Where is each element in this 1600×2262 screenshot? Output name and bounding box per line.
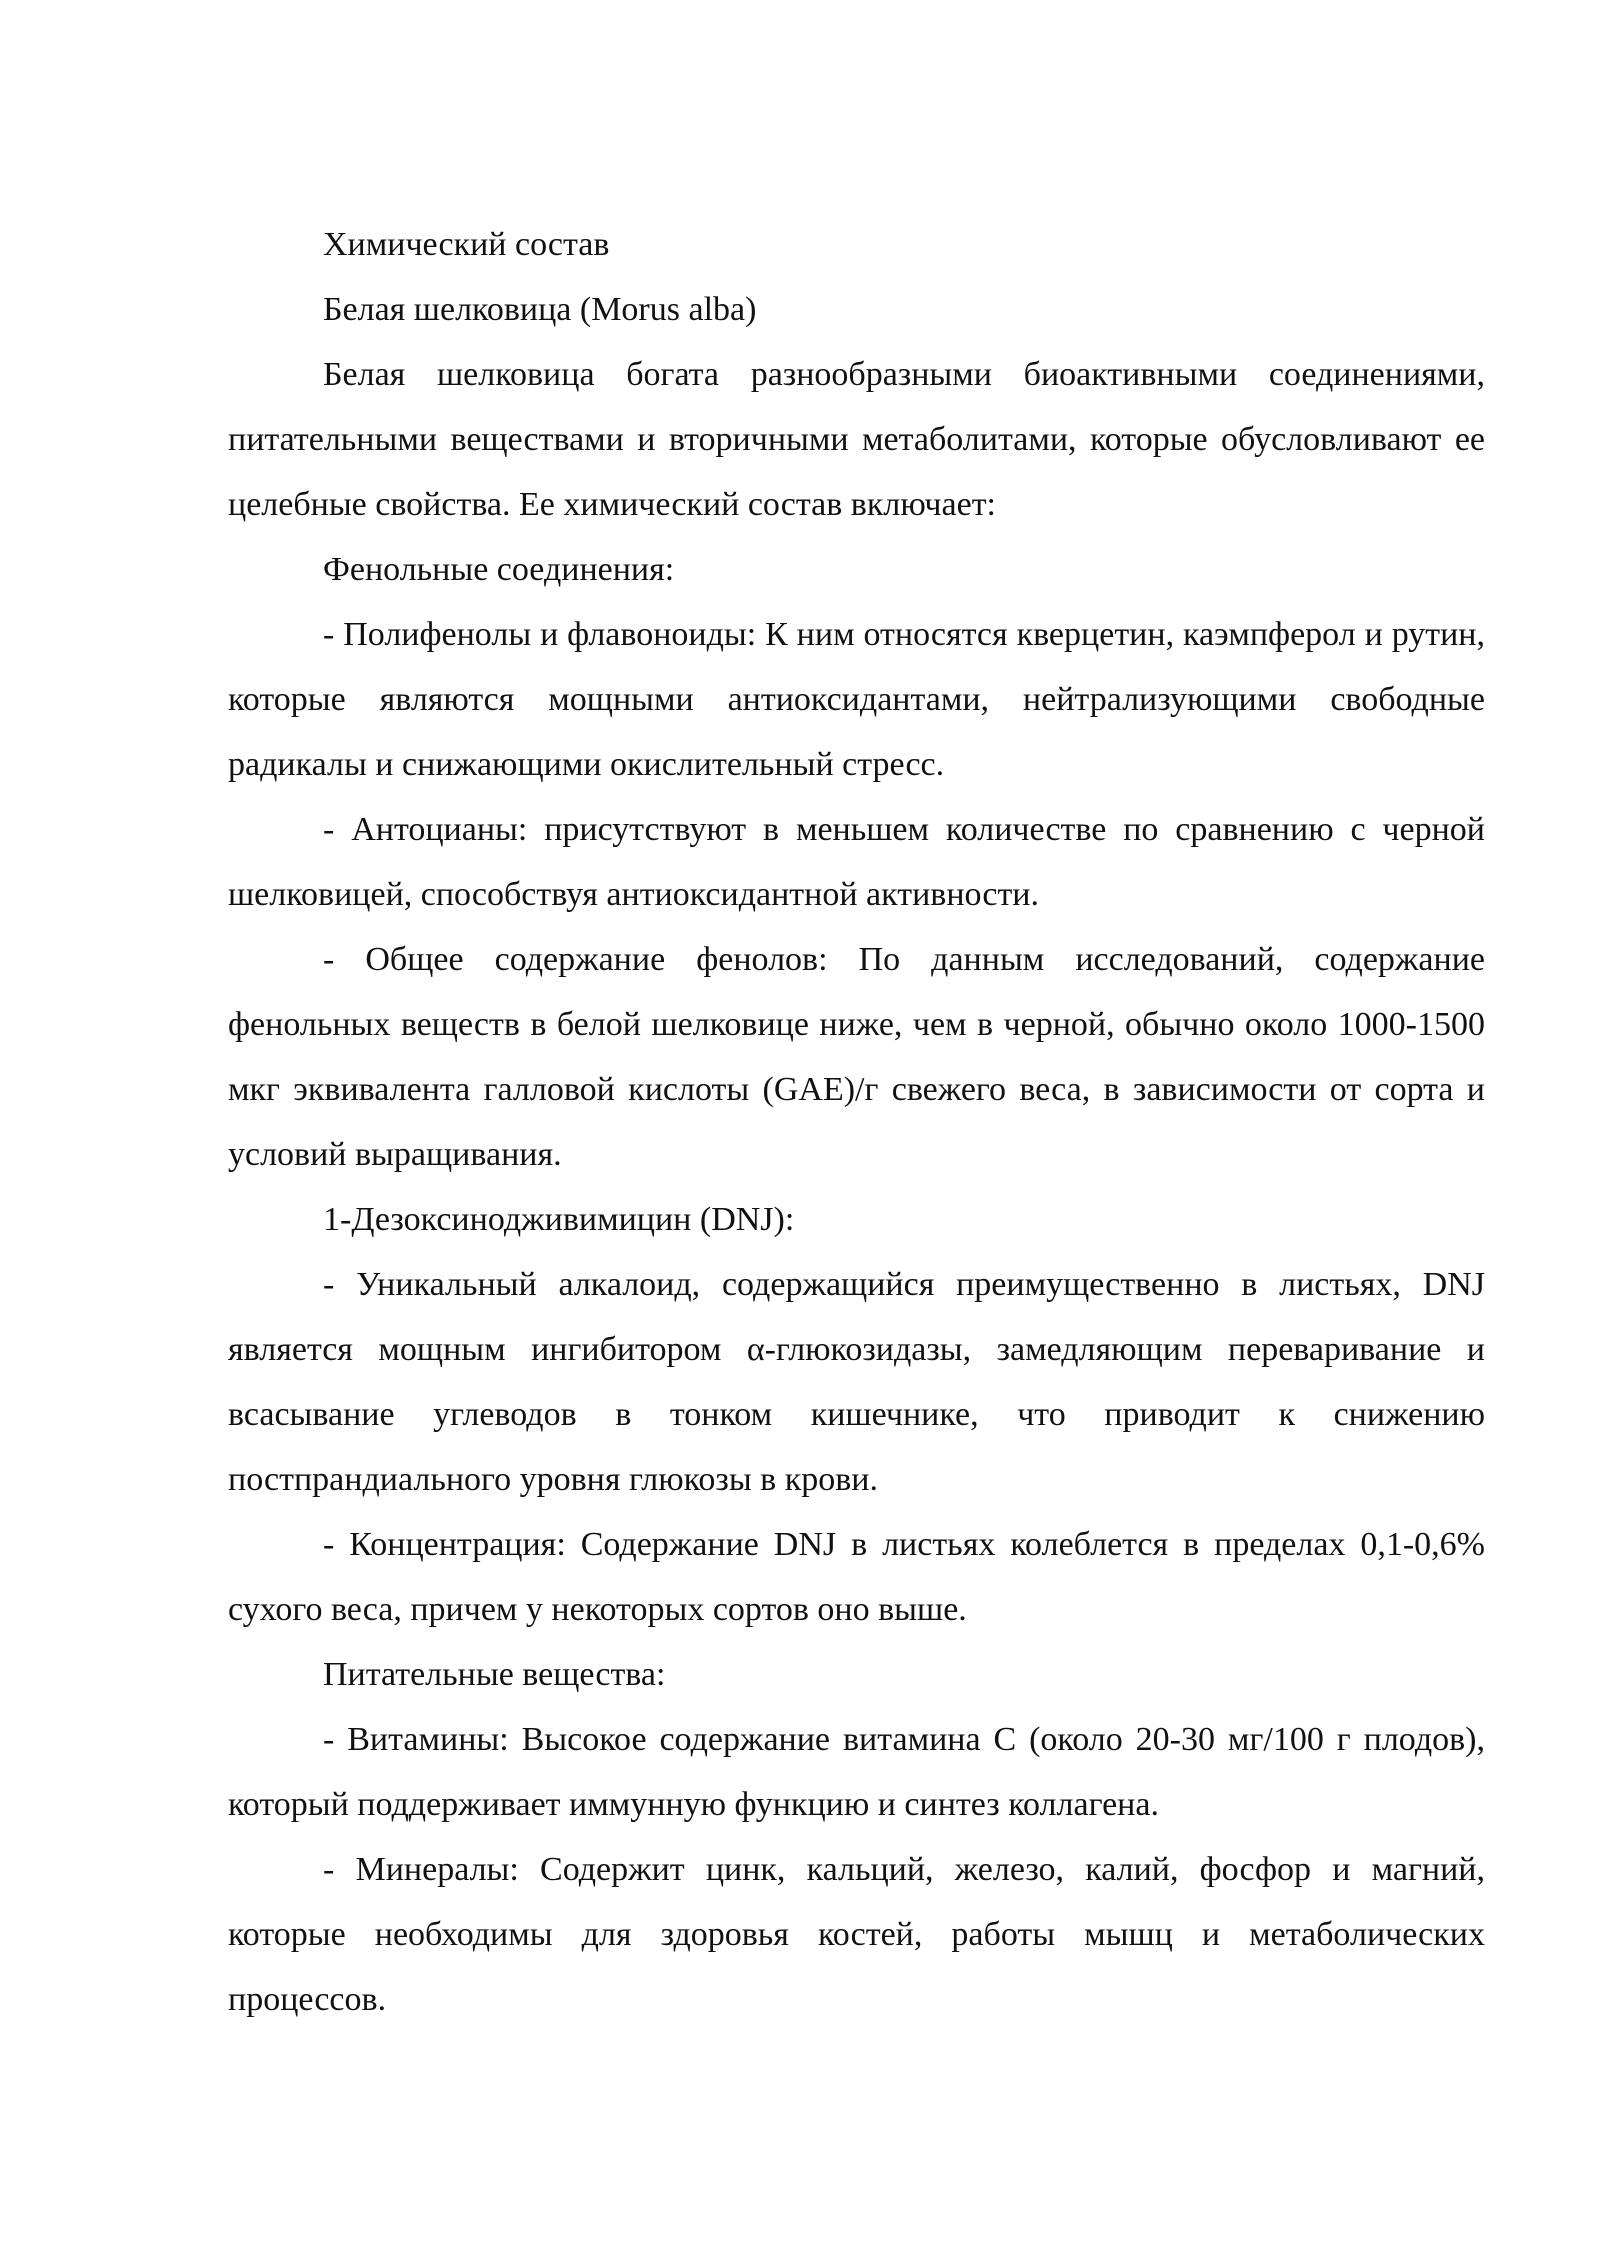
minerals-paragraph: - Минералы: Содержит цинк, кальций, железо, калий, фосфор и магний, которые необходимы для здоровья костей, работы мышц и метаболических процессов. xyxy=(228,1851,1485,2018)
dnj-heading: 1-Дезоксинодживимицин (DNJ): xyxy=(323,1201,795,1238)
nutrients-heading: Питательные вещества: xyxy=(323,1656,666,1693)
phenolic-compounds-heading: Фенольные соединения: xyxy=(323,551,675,588)
dnj-concentration-paragraph: - Концентрация: Содержание DNJ в листьях колеблется в пределах 0,1-0,6% сухого веса, причем у некоторых сортов оно выше. xyxy=(228,1526,1485,1628)
intro-paragraph: Белая шелковица богата разнообразными биоактивными соединениями, питательными веществами и вторичными метаболитами, которые обусловливают ее целебные свойства. Ее химический состав включает: xyxy=(228,356,1485,523)
vitamins-paragraph: - Витамины: Высокое содержание витамина C (около 20-30 мг/100 г плодов), который поддерживает иммунную функцию и синтез коллагена. xyxy=(228,1721,1485,1823)
polyphenols-paragraph: - Полифенолы и флавоноиды: К ним относятся кверцетин, каэмпферол и рутин, которые являются мощными антиоксидантами, нейтрализующими свободные радикалы и снижающими окислительный стресс. xyxy=(228,616,1485,783)
anthocyanins-paragraph: - Антоцианы: присутствуют в меньшем количестве по сравнению с черной шелковицей, способствуя антиоксидантной активности. xyxy=(228,811,1485,913)
section-heading: Химический состав xyxy=(323,226,610,263)
total-phenols-paragraph: - Общее содержание фенолов: По данным исследований, содержание фенольных веществ в белой шелковице ниже, чем в черной, обычно около 1000-1500 мкг эквивалента галловой кислоты (GAE)/г свежего веса, в зависимости от сорта и условий выращивания. xyxy=(228,941,1485,1173)
subsection-heading: Белая шелковица (Morus alba) xyxy=(323,291,757,328)
document-page xyxy=(228,212,1485,2032)
dnj-alkaloid-paragraph: - Уникальный алкалоид, содержащийся преимущественно в листьях, DNJ является мощным ингибитором α-глюкозидазы, замедляющим переваривание и всасывание углеводов в тонком кишечнике, что приводит к снижению постпрандиального уровня глюкозы в крови. xyxy=(228,1266,1485,1498)
